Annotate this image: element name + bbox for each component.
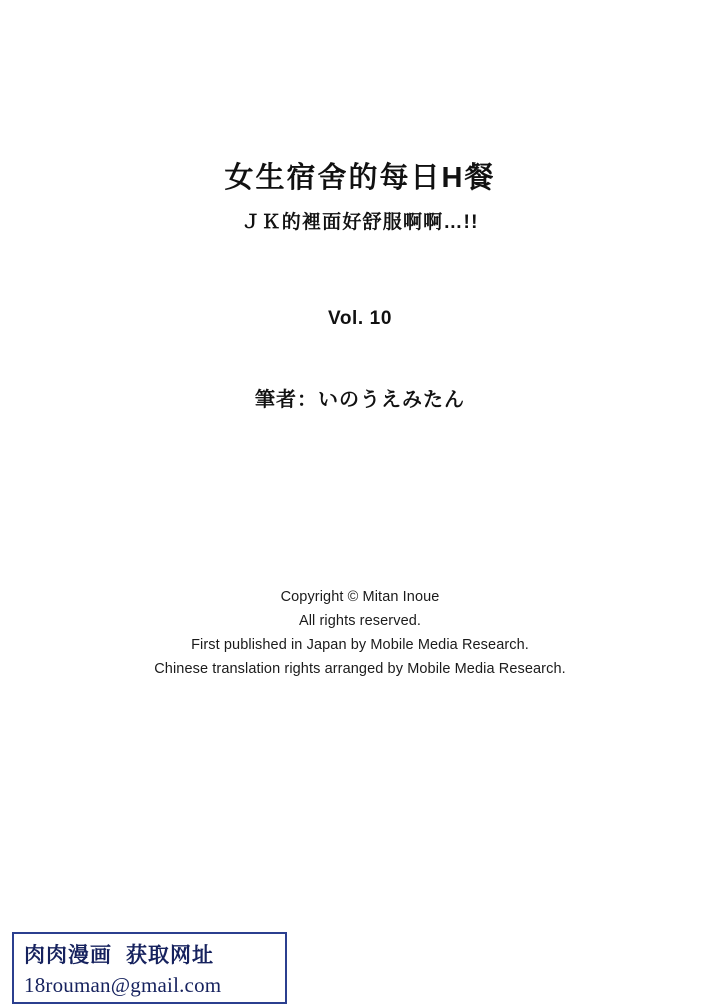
copyright-line: Chinese translation rights arranged by Mobile Media Research.	[154, 661, 566, 677]
watermark-brand: 肉肉漫画	[24, 944, 112, 967]
page-subtitle: ＪＫ的裡面好舒服啊啊…!!	[241, 212, 479, 234]
title-block	[0, 160, 720, 234]
volume-label: Vol. 10	[327, 308, 393, 329]
watermark-top-row	[24, 939, 277, 969]
author-label: 筆者：いのうえみたん	[255, 389, 465, 411]
page-title: 女生宿舍的每日H餐	[224, 162, 496, 194]
watermark-action-label: 获取网址	[126, 944, 214, 967]
copyright-line: Copyright © Mitan Inoue	[280, 589, 440, 605]
watermark-email: 18rouman@gmail.com	[24, 973, 222, 997]
watermark-box	[12, 932, 287, 1004]
copyright-block	[0, 585, 720, 681]
copyright-line: All rights reserved.	[298, 613, 422, 629]
copyright-line: First published in Japan by Mobile Media Research.	[191, 637, 529, 653]
